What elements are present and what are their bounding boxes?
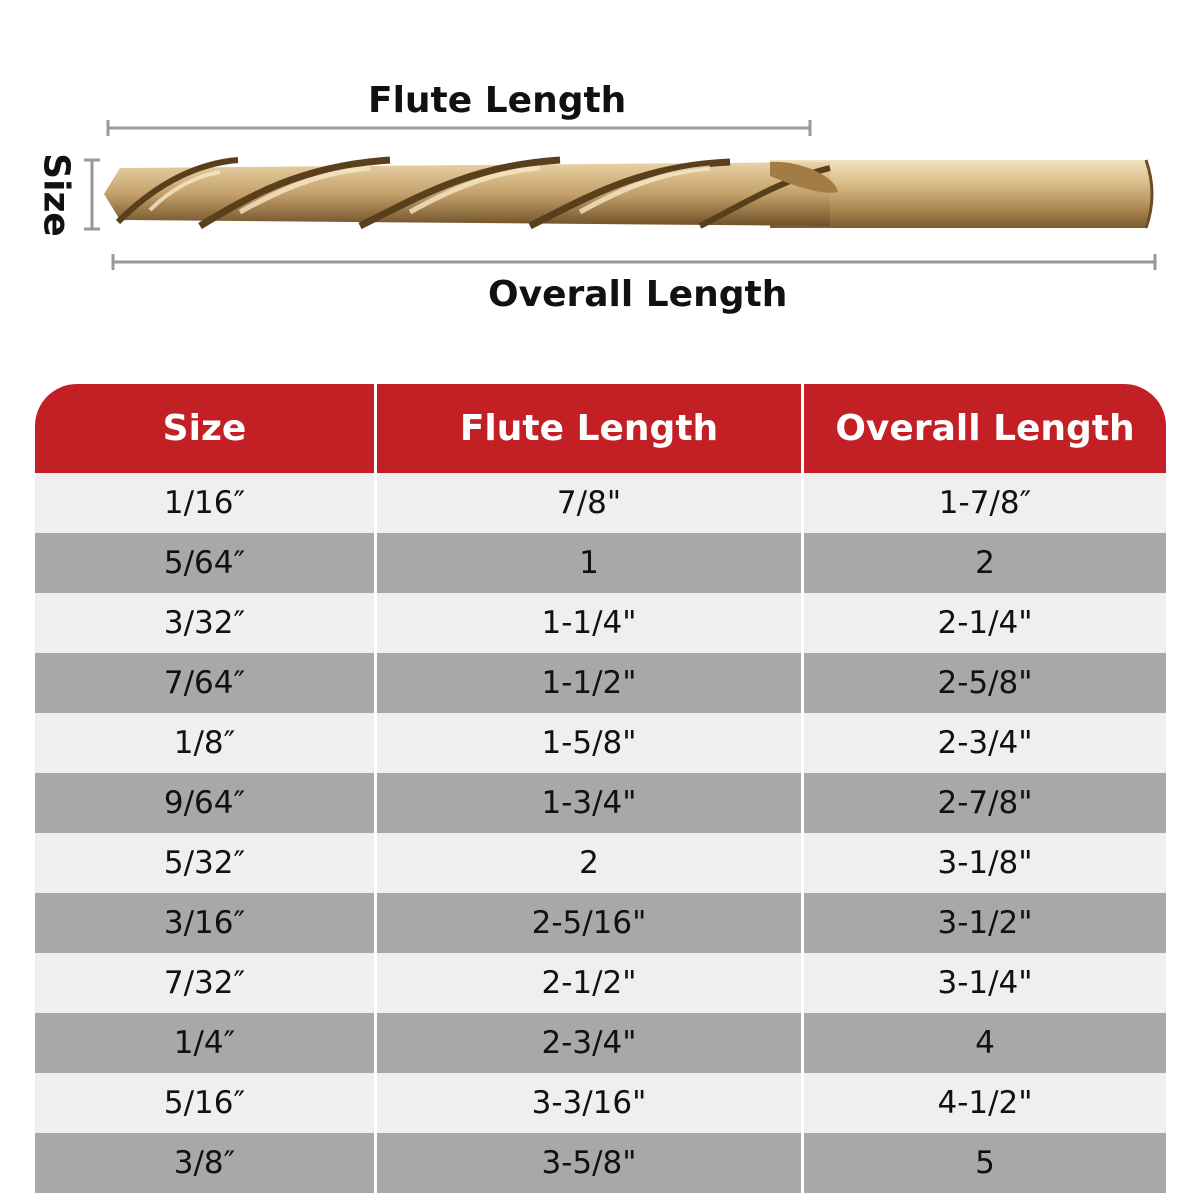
- size-dimension-line: [84, 160, 100, 229]
- size-cell: 3/32″: [35, 593, 374, 653]
- flute-length-cell: 2-1/2": [377, 953, 801, 1013]
- overall-length-cell: 4: [804, 1013, 1166, 1073]
- overall-length-cell: 4-1/2": [804, 1073, 1166, 1133]
- flute-length-dimension-line: [108, 120, 810, 136]
- flute-length-cell: 1-3/4": [377, 773, 801, 833]
- header-overall-length: Overall Length: [804, 384, 1166, 473]
- size-cell: 3/16″: [35, 893, 374, 953]
- overall-length-cell: 5: [804, 1133, 1166, 1193]
- overall-length-label: Overall Length: [488, 274, 788, 315]
- overall-length-cell: 2-1/4": [804, 593, 1166, 653]
- drill-bit-flutes: [104, 160, 838, 226]
- table-row: [35, 1073, 1166, 1133]
- size-cell: 1/4″: [35, 1013, 374, 1073]
- overall-length-cell: 2-3/4": [804, 713, 1166, 773]
- table-row: [35, 773, 1166, 833]
- table-row: [35, 1133, 1166, 1193]
- flute-length-cell: 7/8": [377, 473, 801, 533]
- overall-length-cell: 3-1/2": [804, 893, 1166, 953]
- size-cell: 3/8″: [35, 1133, 374, 1193]
- size-cell: 1/8″: [35, 713, 374, 773]
- overall-length-cell: 2: [804, 533, 1166, 593]
- flute-length-cell: 1-5/8": [377, 713, 801, 773]
- flute-length-cell: 3-3/16": [377, 1073, 801, 1133]
- table-row: [35, 593, 1166, 653]
- size-cell: 5/16″: [35, 1073, 374, 1133]
- table-row: [35, 653, 1166, 713]
- overall-length-cell: 3-1/8": [804, 833, 1166, 893]
- header-size: Size: [35, 384, 374, 473]
- table-header: [35, 384, 1166, 473]
- table-row: [35, 953, 1166, 1013]
- table-row: [35, 533, 1166, 593]
- flute-length-cell: 1-1/2": [377, 653, 801, 713]
- table-row: [35, 893, 1166, 953]
- drill-bit-diagram: [0, 0, 1200, 340]
- flute-length-cell: 2-3/4": [377, 1013, 801, 1073]
- table-row: [35, 473, 1166, 533]
- size-cell: 5/32″: [35, 833, 374, 893]
- overall-length-cell: 2-5/8": [804, 653, 1166, 713]
- flute-length-label: Flute Length: [368, 80, 627, 121]
- size-cell: 5/64″: [35, 533, 374, 593]
- flute-length-cell: 2: [377, 833, 801, 893]
- size-label: Size: [35, 153, 77, 237]
- flute-length-cell: 1: [377, 533, 801, 593]
- overall-length-dimension-line: [113, 254, 1155, 270]
- header-flute-length: Flute Length: [377, 384, 801, 473]
- overall-length-cell: 3-1/4": [804, 953, 1166, 1013]
- overall-length-cell: 2-7/8": [804, 773, 1166, 833]
- drill-size-table: [35, 384, 1166, 1193]
- flute-length-cell: 3-5/8": [377, 1133, 801, 1193]
- size-cell: 9/64″: [35, 773, 374, 833]
- table-row: [35, 833, 1166, 893]
- size-cell: 7/64″: [35, 653, 374, 713]
- size-cell: 1/16″: [35, 473, 374, 533]
- table-row: [35, 1013, 1166, 1073]
- size-cell: 7/32″: [35, 953, 374, 1013]
- overall-length-cell: 1-7/8″: [804, 473, 1166, 533]
- flute-length-cell: 1-1/4": [377, 593, 801, 653]
- table-row: [35, 713, 1166, 773]
- flute-length-cell: 2-5/16": [377, 893, 801, 953]
